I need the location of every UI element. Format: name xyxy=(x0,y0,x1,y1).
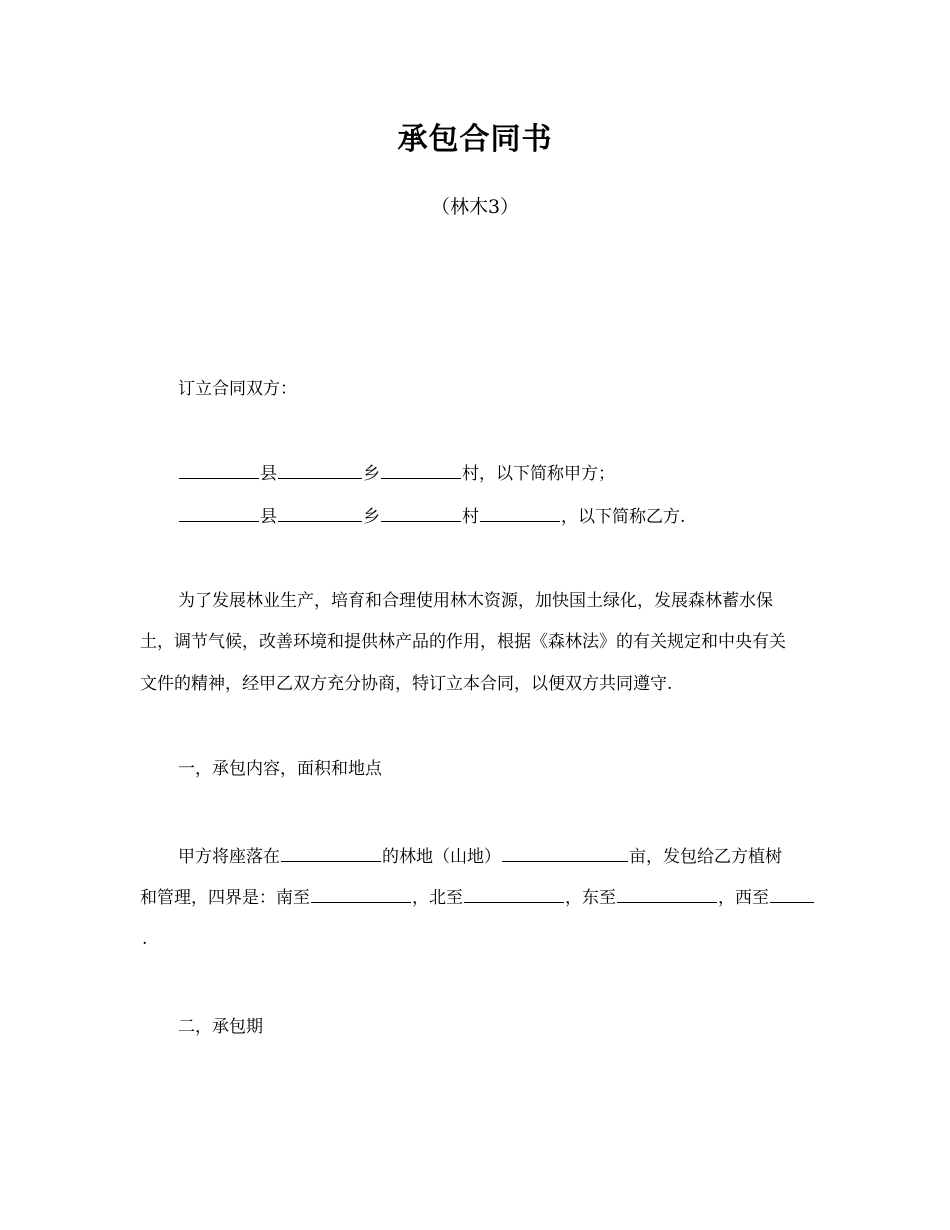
section-2-heading: 二，承包期 xyxy=(178,1017,263,1037)
document-subtitle: （林木3） xyxy=(430,196,520,218)
blank-field xyxy=(381,503,461,522)
section-1-text: ，东至 xyxy=(565,888,616,908)
purpose-line-3: 文件的精神，经甲乙双方充分协商，特订立本合同，以便双方共同遵守. xyxy=(140,674,673,694)
section-1-line-2 xyxy=(140,884,815,911)
section-1-text: ，北至 xyxy=(412,888,463,908)
party-a-line xyxy=(178,460,615,487)
blank-field xyxy=(502,843,628,862)
section-1-heading: 一，承包内容，面积和地点 xyxy=(178,759,382,779)
section-1-text: 亩，发包给乙方植树 xyxy=(629,847,782,867)
blank-field xyxy=(179,460,259,479)
purpose-line-1: 为了发展林业生产，培育和合理使用林木资源，加快国土绿化，发展森林蓄水保 xyxy=(178,591,773,611)
blank-field xyxy=(617,884,717,903)
blank-field xyxy=(278,503,362,522)
party-b-township: 乡 xyxy=(363,507,380,527)
blank-field xyxy=(179,503,259,522)
party-b-suffix: ，以下简称乙方. xyxy=(561,507,686,527)
blank-field xyxy=(770,884,814,903)
parties-heading: 订立合同双方： xyxy=(178,379,297,399)
party-a-county: 县 xyxy=(260,464,277,484)
blank-field xyxy=(311,884,411,903)
section-1-text: 的林地（山地） xyxy=(382,847,501,867)
party-a-township: 乡 xyxy=(363,464,380,484)
blank-field xyxy=(381,460,461,479)
party-b-village: 村 xyxy=(462,507,479,527)
party-a-village: 村，以下简称甲方； xyxy=(462,464,615,484)
section-1-text: 甲方将座落在 xyxy=(178,847,280,867)
section-1-text: ，西至 xyxy=(718,888,769,908)
blank-field xyxy=(278,460,362,479)
purpose-line-2: 土，调节气候，改善环境和提供林产品的作用，根据《森林法》的有关规定和中央有关 xyxy=(140,632,786,652)
party-b-line xyxy=(178,503,685,530)
blank-field xyxy=(464,884,564,903)
section-1-line-3: . xyxy=(142,929,148,949)
document-title: 承包合同书 xyxy=(397,122,553,157)
blank-field xyxy=(281,843,381,862)
blank-field xyxy=(480,503,560,522)
section-1-text: 和管理，四界是：南至 xyxy=(140,888,310,908)
section-1-line-1 xyxy=(178,843,782,870)
party-b-county: 县 xyxy=(260,507,277,527)
